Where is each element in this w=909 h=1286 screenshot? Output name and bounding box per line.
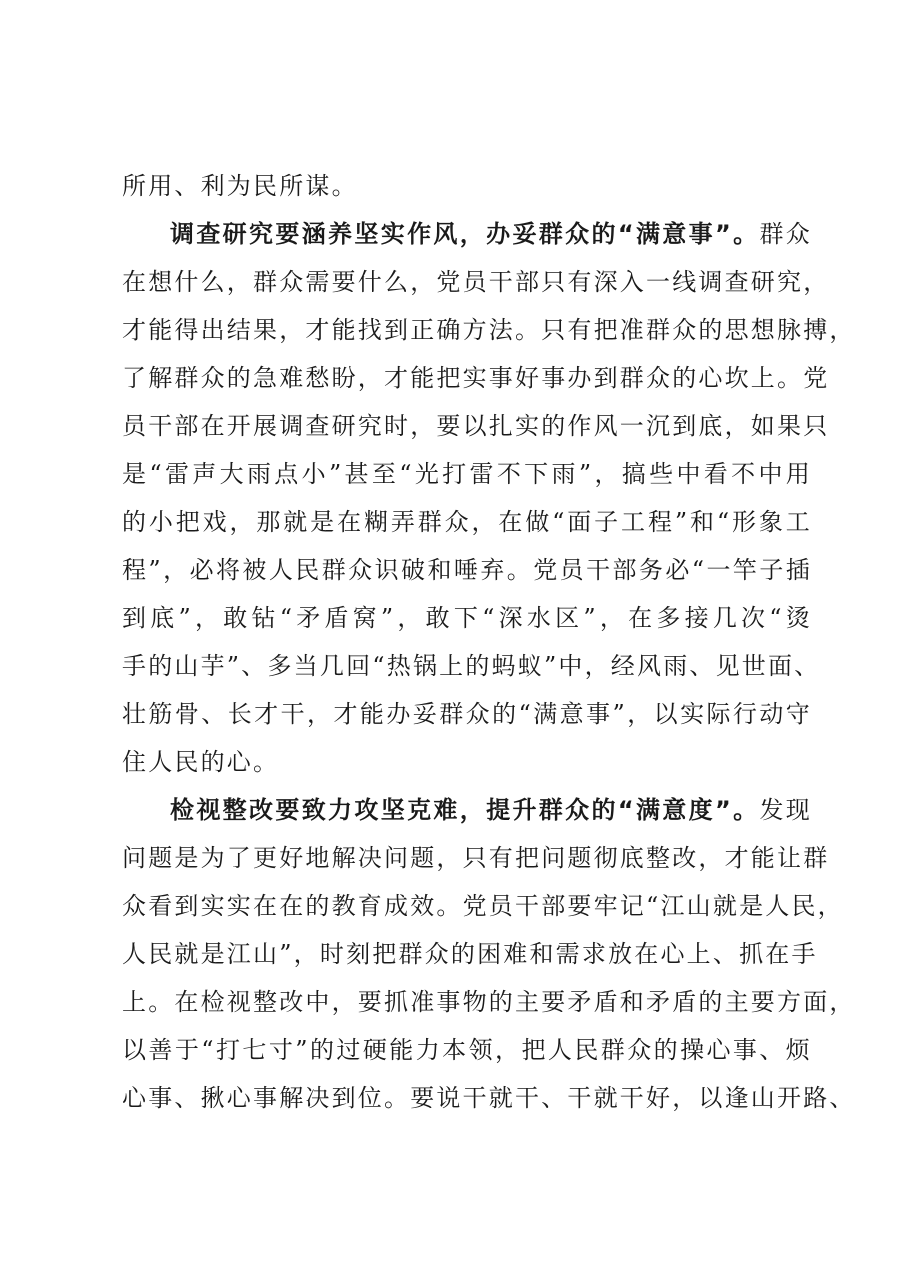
paragraph-2-line-2: 问题是为了更好地解决问题，只有把问题彻底整改，才能让群	[122, 844, 830, 872]
paragraph-2-heading: 检视整改要致力攻坚克难，提升群众的“满意度”。	[170, 796, 760, 824]
paragraph-1-line-10: 手的山芋”、多当几回“热锅上的蚂蚁”中，经风雨、见世面、	[122, 652, 821, 680]
paragraph-0-line-1: 所用、利为民所谋。	[122, 172, 358, 200]
paragraph-1-line-4: 了解群众的急难愁盼，才能把实事好事办到群众的心坎上。党	[122, 364, 830, 392]
paragraph-1-line-2: 在想什么，群众需要什么，党员干部只有深入一线调查研究，	[122, 268, 830, 296]
paragraph-1-line-3: 才能得出结果，才能找到正确方法。只有把准群众的思想脉搏，	[122, 316, 856, 344]
paragraph-1-line-11: 壮筋骨、长才干，才能办妥群众的“满意事”，以实际行动守	[122, 700, 812, 728]
paragraph-2-line-6: 以善于“打七寸”的过硬能力本领，把人民群众的操心事、烦	[122, 1036, 812, 1064]
paragraph-1-line-5: 员干部在开展调查研究时，要以扎实的作风一沉到底，如果只	[122, 412, 830, 440]
paragraph-1-line-12: 住人民的心。	[122, 748, 280, 776]
paragraph-1-line-7: 的小把戏，那就是在糊弄群众，在做“面子工程”和“形象工	[122, 508, 812, 536]
paragraph-1-line-1-rest: 群众	[759, 220, 812, 248]
paragraph-2-line-7: 心事、揪心事解决到位。要说干就干、干就干好，以逢山开路、	[122, 1084, 856, 1112]
paragraph-1-line-8: 程”，必将被人民群众识破和唾弃。党员干部务必“一竿子插	[122, 556, 812, 584]
paragraph-1-heading: 调查研究要涵养坚实作风，办妥群众的“满意事”。	[170, 220, 760, 248]
paragraph-2-line-1	[170, 788, 812, 832]
paragraph-2-line-5: 上。在检视整改中，要抓准事物的主要矛盾和矛盾的主要方面，	[122, 988, 856, 1016]
paragraph-1-line-6: 是“雷声大雨点小”甚至“光打雷不下雨”，搞些中看不中用	[122, 460, 812, 488]
paragraph-2-line-4: 人民就是江山”，时刻把群众的困难和需求放在心上、抓在手	[122, 940, 818, 968]
paragraph-2-line-1-rest: 发现	[759, 796, 812, 824]
paragraph-1-line-9: 到底”，敢钻“矛盾窝”，敢下“深水区”，在多接几次“烫	[122, 604, 812, 632]
paragraph-1-line-1	[170, 212, 812, 256]
paragraph-2-line-3: 众看到实实在在的教育成效。党员干部要牢记“江山就是人民，	[122, 892, 844, 920]
